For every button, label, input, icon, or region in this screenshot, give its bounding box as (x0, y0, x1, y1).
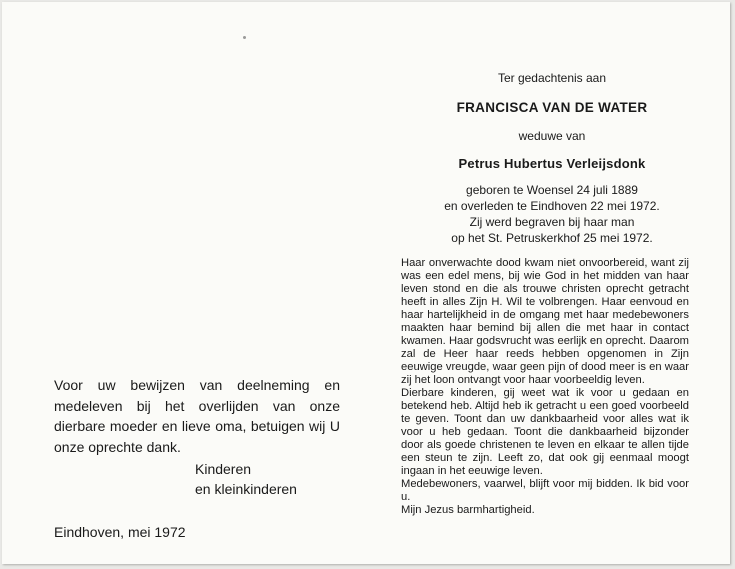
memorial-text (401, 257, 689, 517)
memorial-header (407, 70, 697, 246)
relation-line: weduwe van (518, 129, 586, 143)
birth-line: geboren te Woensel 24 juli 1889 (466, 183, 638, 197)
signer-children: Kinderen (195, 461, 252, 477)
paragraph-children: Dierbare kinderen, gij weet wat ik voor u gedaan en betekend heb. Altijd heb ik getracht u een goed voorbeeld te geven. Toont dan uw dankbaarheid voor alles wat ik voor u heb gedaan. Toont die dankbaarheid bijzonder door als goede christenen te leven en elkaar te allen tijde een steun te zijn. Leeft zo, dat ook gij eenmaal moogt ingaan in het eeuwige leven. (401, 387, 689, 477)
signers (195, 459, 297, 499)
intro-line: Ter gedachtenis aan (497, 71, 607, 85)
thanks-paragraph: Voor uw bewijzen van deelneming en medeleven bij het overlijden van onze dierbare moeder en lieve oma, betuigen wij U onze oprechte dank. (54, 377, 340, 455)
fold-mark (243, 36, 246, 39)
signer-grandchildren: en kleinkinderen (195, 481, 297, 497)
burial-line-1: Zij werd begraven bij haar man (469, 215, 635, 229)
burial-line-2: op het St. Petruskerkhof 25 mei 1972. (451, 231, 653, 245)
husband-name: Petrus Hubertus Verleijsdonk (458, 156, 646, 171)
paragraph-life: Haar onverwachte dood kwam niet onvoorbereid, want zij was een edel mens, bij wie God in het midden van haar leven stond en die als trouwe christen oprecht getracht heeft in alles Zijn H. Wil te volbrengen. Haar eenvoud en haar hartelijkheid in de omgang met haar medebewoners maakten haar bemind bij allen die met haar in contact kwamen. Haar godsvrucht was eerlijk en oprecht. Daarom zal de Heer haar reeds hebben opgenomen in Zijn eeuwige vreugde, waar geen pijn of dood meer is en waar zij het loon ontvangt voor haar voorbeeldig leven. (401, 257, 689, 386)
paragraph-residents: Medebewoners, vaarwel, blijft voor mij bidden. Ik bid voor u. (401, 478, 689, 503)
place-date: Eindhoven, mei 1972 (54, 524, 186, 540)
death-line: en overleden te Eindhoven 22 mei 1972. (444, 199, 660, 213)
deceased-name: FRANCISCA VAN DE WATER (456, 100, 648, 115)
memorial-card (2, 2, 730, 564)
thanks-text (54, 375, 340, 457)
paragraph-prayer: Mijn Jezus barmhartigheid. (401, 504, 535, 516)
